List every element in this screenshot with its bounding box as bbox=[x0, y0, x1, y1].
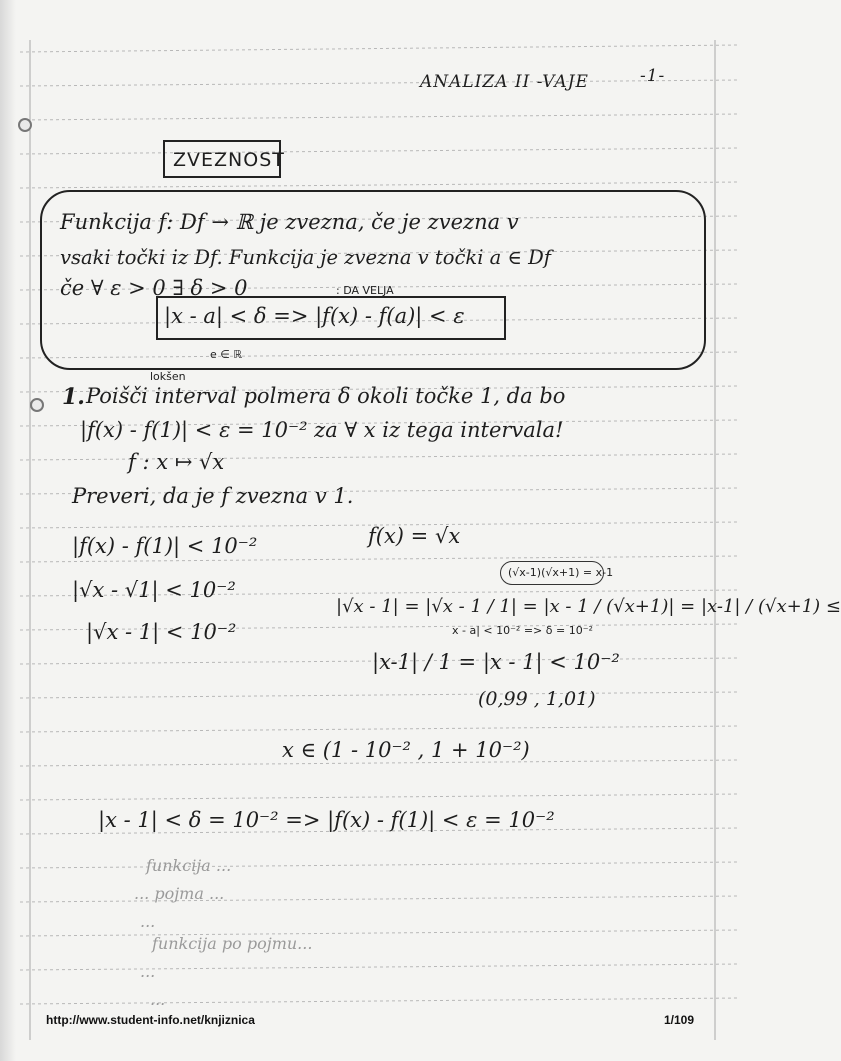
footer-url: http://www.student-info.net/knjiznica bbox=[46, 1013, 255, 1027]
bleed-line-3: ... bbox=[140, 912, 156, 931]
epsilon-note: e ∈ ℝ bbox=[210, 348, 243, 361]
conclusion-line: |x - 1| < δ = 10⁻² => |f(x) - f(1)| < ε = 10⁻² bbox=[98, 808, 555, 832]
course-header: ANALIZA II -VAJE bbox=[420, 72, 589, 92]
identity-note: (√x-1)(√x+1) = x-1 bbox=[508, 566, 614, 579]
exercise-line-1: Poišči interval polmera δ okoli točke 1, da bo bbox=[86, 384, 566, 408]
bleed-line-5: ... bbox=[140, 962, 156, 981]
definition-line-1: Funkcija f: Df → ℝ je zvezna, če je zvezna v bbox=[60, 210, 519, 234]
work-right-2: |√x - 1| = |√x - 1 / 1| = |x - 1 / (√x+1)| = |x-1| / (√x+1) ≤ bbox=[336, 596, 841, 617]
continuity-condition: |x - a| < δ => |f(x) - f(a)| < ε bbox=[164, 304, 465, 328]
exercise-line-3: f : x ↦ √x bbox=[128, 450, 225, 474]
interval-decimal: (0,99 , 1,01) bbox=[478, 688, 596, 710]
membership-line: x ∈ (1 - 10⁻² , 1 + 10⁻²) bbox=[282, 738, 530, 762]
work-left-1: |f(x) - f(1)| < 10⁻² bbox=[72, 534, 258, 558]
title-box bbox=[163, 140, 285, 178]
work-right-3: |x-1| / 1 = |x - 1| < 10⁻² bbox=[372, 650, 620, 674]
binder-hole bbox=[18, 118, 32, 132]
bleed-line-2: ... pojma ... bbox=[134, 884, 225, 903]
exercise-line-4: Preveri, da je f zvezna v 1. bbox=[72, 484, 354, 508]
work-right-2-under: x - a| < 10⁻² => δ = 10⁻² bbox=[452, 624, 593, 637]
definition-note: : DA VELJA bbox=[336, 284, 394, 297]
footer-page-count: 1/109 bbox=[664, 1013, 695, 1027]
work-left-3: |√x - 1| < 10⁻² bbox=[86, 620, 237, 644]
bleed-line-6: ... bbox=[150, 990, 166, 1009]
work-right-1: f(x) = √x bbox=[368, 524, 461, 548]
exercise-line-2: |f(x) - f(1)| < ε = 10⁻² za ∀ x iz tega intervala! bbox=[80, 418, 564, 442]
bleed-line-4: funkcija po pojmu... bbox=[152, 934, 313, 953]
bleed-line-1: funkcija ... bbox=[146, 856, 232, 875]
page-mark: -1- bbox=[640, 66, 666, 86]
exercise-number: 1. bbox=[62, 384, 85, 410]
work-left-2: |√x - √1| < 10⁻² bbox=[72, 578, 236, 602]
page-title: ZVEZNOST bbox=[173, 149, 285, 171]
binder-hole bbox=[30, 398, 44, 412]
definition-line-3: če ∀ ε > 0 ∃ δ > 0 bbox=[60, 276, 248, 300]
exercise-margin-note: lokšen bbox=[150, 370, 186, 383]
definition-line-2: vsaki točki iz Df. Funkcija je zvezna v točki a ∈ Df bbox=[60, 246, 551, 269]
